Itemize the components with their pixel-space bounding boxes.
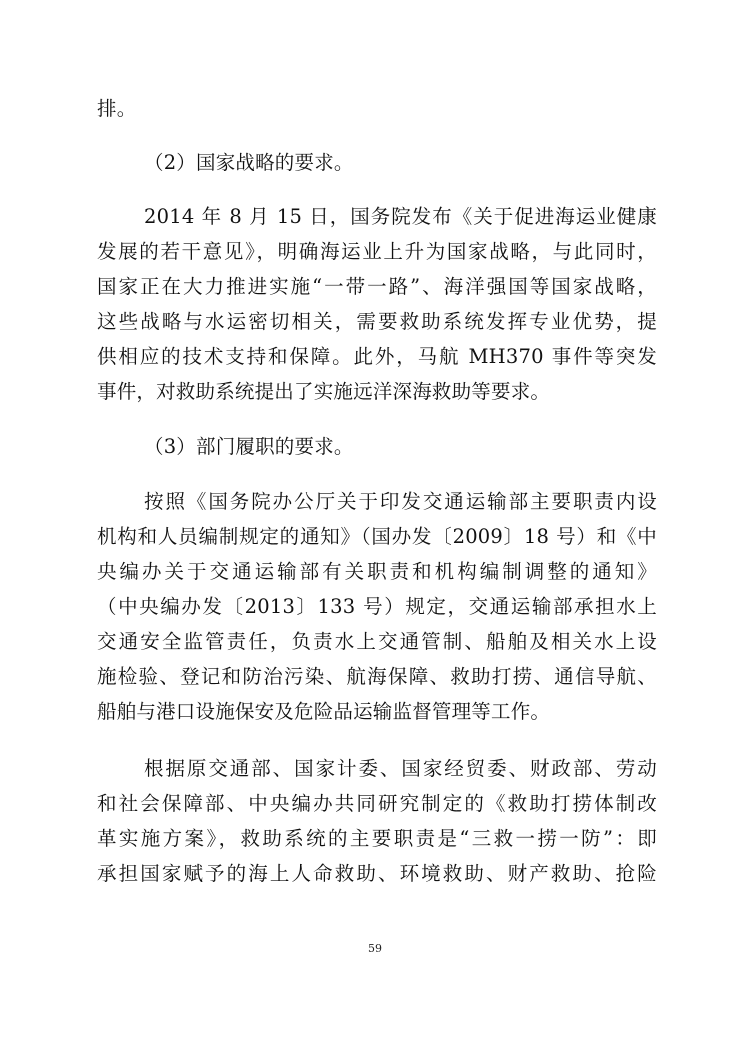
paragraph-line: 事件，对救助系统提出了实施远洋深海救助等要求。 [97, 380, 551, 403]
paragraph-line: 施检验、登记和防治污染、航海保障、救助打捞、通信导航、 [97, 665, 657, 688]
paragraph-line: 根据原交通部、国家计委、国家经贸委、财政部、劳动 [144, 757, 657, 780]
paragraph-line: 按照《国务院办公厅关于印发交通运输部主要职责内设 [144, 490, 657, 513]
section-heading-department-duties: （3）部门履职的要求。 [144, 435, 354, 458]
section-heading-national-strategy: （2）国家战略的要求。 [144, 151, 354, 174]
paragraph-line: （中央编办发〔2013〕133 号）规定，交通运输部承担水上 [97, 595, 657, 618]
paragraph-line: 2014 年 8 月 15 日，国务院发布《关于促进海运业健康 [144, 205, 657, 228]
paragraph-continuation-line: 排。 [97, 97, 137, 120]
paragraph-line: 承担国家赋予的海上人命救助、环境救助、财产救助、抢险 [97, 862, 657, 885]
paragraph-line: 供相应的技术支持和保障。此外，马航 MH370 事件等突发 [97, 345, 657, 368]
paragraph-line: 发展的若干意见》，明确海运业上升为国家战略，与此同时， [97, 240, 657, 263]
paragraph-line: 船舶与港口设施保安及危险品运输监督管理等工作。 [97, 700, 551, 723]
paragraph-line: 革实施方案》，救助系统的主要职责是“三救一捞一防”：即 [97, 827, 657, 850]
paragraph-line: 央编办关于交通运输部有关职责和机构编制调整的通知》 [97, 560, 657, 583]
paragraph-line: 机构和人员编制规定的通知》（国办发〔2009〕18 号）和《中 [97, 525, 657, 548]
paragraph-line: 国家正在大力推进实施“一带一路”、海洋强国等国家战略， [97, 275, 657, 298]
page-number: 59 [368, 942, 382, 955]
paragraph-line: 和社会保障部、中央编办共同研究制定的《救助打捞体制改 [97, 792, 657, 815]
paragraph-line: 交通安全监管责任，负责水上交通管制、船舶及相关水上设 [97, 630, 657, 653]
paragraph-line: 这些战略与水运密切相关，需要救助系统发挥专业优势，提 [97, 310, 657, 333]
